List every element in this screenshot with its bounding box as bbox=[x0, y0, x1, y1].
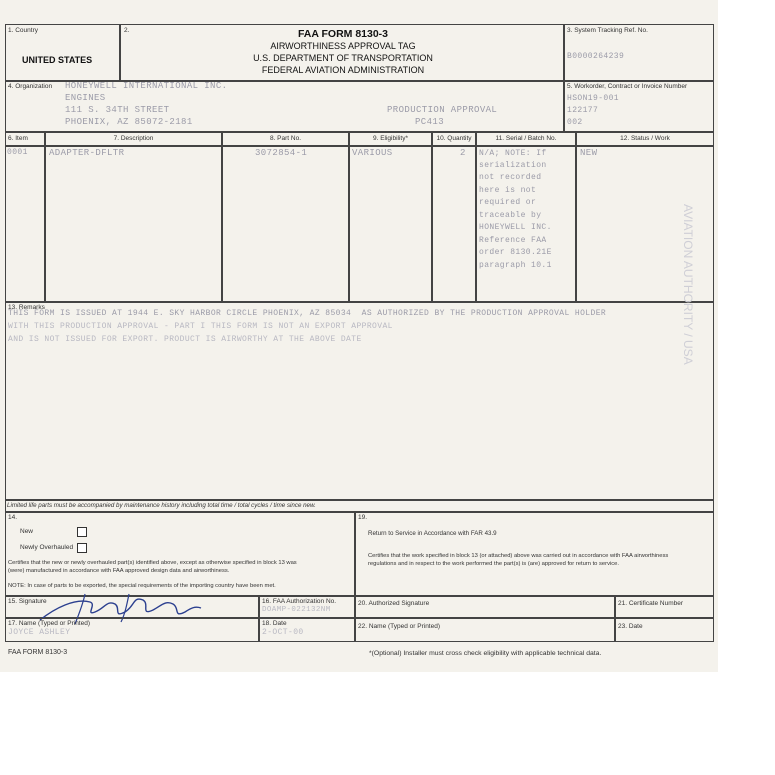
serial-line: HONEYWELL INC. bbox=[479, 223, 552, 232]
faa-auth-value: DOAMP-022132NM bbox=[262, 606, 331, 614]
col-serial-label: 11. Serial / Batch No. bbox=[495, 135, 557, 142]
date18-label: 18. Date bbox=[262, 620, 287, 627]
row-quantity-cell bbox=[432, 146, 476, 302]
name22-label: 22. Name (Typed or Printed) bbox=[358, 623, 441, 630]
org-line-3: 111 S. 34TH STREET bbox=[65, 105, 170, 115]
serial-line: traceable by bbox=[479, 210, 542, 220]
block2-label: 2. bbox=[124, 27, 130, 34]
row-quantity-value: 2 bbox=[460, 148, 466, 158]
country-label: 1. Country bbox=[8, 27, 38, 34]
workorder-line-3: 002 bbox=[567, 118, 583, 127]
col-description-label: 7. Description bbox=[113, 135, 154, 142]
authorized-signature-label: 20. Authorized Signature bbox=[358, 600, 430, 607]
serial-line: Reference FAA bbox=[479, 235, 547, 245]
serial-line: serialization bbox=[479, 160, 547, 170]
signature-label: 15. Signature bbox=[8, 598, 47, 605]
workorder-line-2: 122177 bbox=[567, 106, 599, 115]
serial-line: here is not bbox=[479, 185, 537, 195]
remarks-block bbox=[5, 302, 714, 500]
block19-label: 19. bbox=[358, 514, 368, 521]
overhauled-label: Newly Overhauled bbox=[20, 544, 74, 551]
col-status-label: 12. Status / Work bbox=[620, 135, 670, 142]
col-partno-label: 8. Part No. bbox=[269, 135, 302, 142]
new-checkbox[interactable] bbox=[77, 527, 87, 537]
serial-line: order 8130.21E bbox=[479, 248, 552, 257]
serial-line: not recorded bbox=[479, 173, 542, 182]
approval-line-2: PC413 bbox=[415, 117, 445, 127]
tracking-label: 3. System Tracking Ref. No. bbox=[567, 27, 648, 34]
row-partno-cell bbox=[222, 146, 349, 302]
remarks-line-3: AND IS NOT ISSUED FOR EXPORT. PRODUCT IS AIRWORTHY AT THE ABOVE DATE bbox=[8, 335, 362, 344]
row-status-value: NEW bbox=[580, 148, 598, 158]
date23-label: 23. Date bbox=[618, 623, 643, 630]
org-line-1: HONEYWELL INTERNATIONAL INC. bbox=[65, 81, 228, 91]
row-description-value: ADAPTER-DFLTR bbox=[49, 148, 125, 158]
approval-line-1: PRODUCTION APPROVAL bbox=[387, 105, 498, 115]
block14-certification: Certifies that the new or newly overhauled part(s) identified above, except as otherwise specified in block 13 was (were) manufactured in accordance with FAA approved design data and airworthiness. bbox=[8, 560, 297, 574]
row-item-value: 0001 bbox=[7, 148, 28, 157]
name17-value: JOYCE ASHLEY bbox=[8, 628, 71, 637]
block19-certification: Certifies that the work specified in block 13 (or attached) above was carried out in accordance with FAA airworthiness regulations and in respect to the work performed the part(s) is (are) approved for return to service. bbox=[368, 553, 669, 567]
faa-form-8130-3 bbox=[5, 24, 714, 664]
date23-block bbox=[615, 618, 714, 642]
overhauled-checkbox[interactable] bbox=[77, 543, 87, 553]
form-subtitle-2: U.S. DEPARTMENT OF TRANSPORTATION bbox=[253, 53, 433, 63]
name22-block bbox=[355, 618, 615, 642]
country-value: UNITED STATES bbox=[22, 55, 93, 65]
remarks-line-1: THIS FORM IS ISSUED AT 1944 E. SKY HARBOR CIRCLE PHOENIX, AZ 85034 AS AUTHORIZED BY THE PRODUCTION APPROVAL HOLDER bbox=[8, 309, 607, 318]
col-eligibility-label: 9. Eligibility* bbox=[372, 135, 409, 142]
workorder-label: 5. Workorder, Contract or Invoice Number bbox=[567, 83, 688, 90]
new-label: New bbox=[20, 528, 34, 535]
col-item-label: 6. Item bbox=[8, 135, 28, 142]
col-quantity-label: 10. Quantity bbox=[436, 135, 472, 142]
footer-form-id: FAA FORM 8130-3 bbox=[8, 649, 68, 656]
limited-life-note: Limited life parts must be accompanied by maintenance history including total time / total cycles / time since new. bbox=[7, 502, 316, 509]
return-to-service-label: Return to Service in Accordance with FAR 43.9 bbox=[368, 530, 497, 537]
org-line-2: ENGINES bbox=[65, 93, 106, 103]
serial-line: required or bbox=[479, 198, 537, 207]
row-eligibility-value: VARIOUS bbox=[352, 148, 393, 158]
row-item-cell bbox=[5, 146, 45, 302]
footer-note: *(Optional) Installer must cross check eligibility with applicable technical data. bbox=[369, 650, 602, 657]
workorder-line-1: HSON19-001 bbox=[567, 94, 620, 103]
block14-note: NOTE: In case of parts to be exported, the special requirements of the importing country have been met. bbox=[8, 583, 276, 589]
row-eligibility-cell bbox=[349, 146, 432, 302]
block14-label: 14. bbox=[8, 514, 18, 521]
faa-auth-label: 16. FAA Authorization No. bbox=[262, 598, 337, 605]
remarks-label: 13. Remarks bbox=[8, 304, 45, 311]
remarks-line-2: WITH THIS PRODUCTION APPROVAL - PART I THIS FORM IS NOT AN EXPORT APPROVAL bbox=[8, 322, 393, 331]
name17-label: 17. Name (Typed or Printed) bbox=[8, 620, 91, 627]
row-description-cell bbox=[45, 146, 222, 302]
faded-stamp: AVIATION AUTHORITY / USA bbox=[681, 204, 695, 365]
form-subtitle-3: FEDERAL AVIATION ADMINISTRATION bbox=[261, 65, 425, 75]
date18-value: 2-OCT-00 bbox=[262, 628, 304, 637]
serial-line: paragraph 10.1 bbox=[479, 260, 552, 270]
serial-line: N/A; NOTE: If bbox=[479, 149, 547, 158]
row-partno-value: 3072854-1 bbox=[255, 148, 308, 158]
form-subtitle-1: AIRWORTHINESS APPROVAL TAG bbox=[270, 41, 416, 51]
tracking-value: B0000264239 bbox=[567, 52, 625, 61]
form-title: FAA FORM 8130-3 bbox=[297, 28, 389, 40]
certificate-number-label: 21. Certificate Number bbox=[618, 600, 684, 607]
org-line-4: PHOENIX, AZ 85072-2181 bbox=[65, 117, 193, 127]
organization-label: 4. Organization bbox=[8, 83, 53, 90]
